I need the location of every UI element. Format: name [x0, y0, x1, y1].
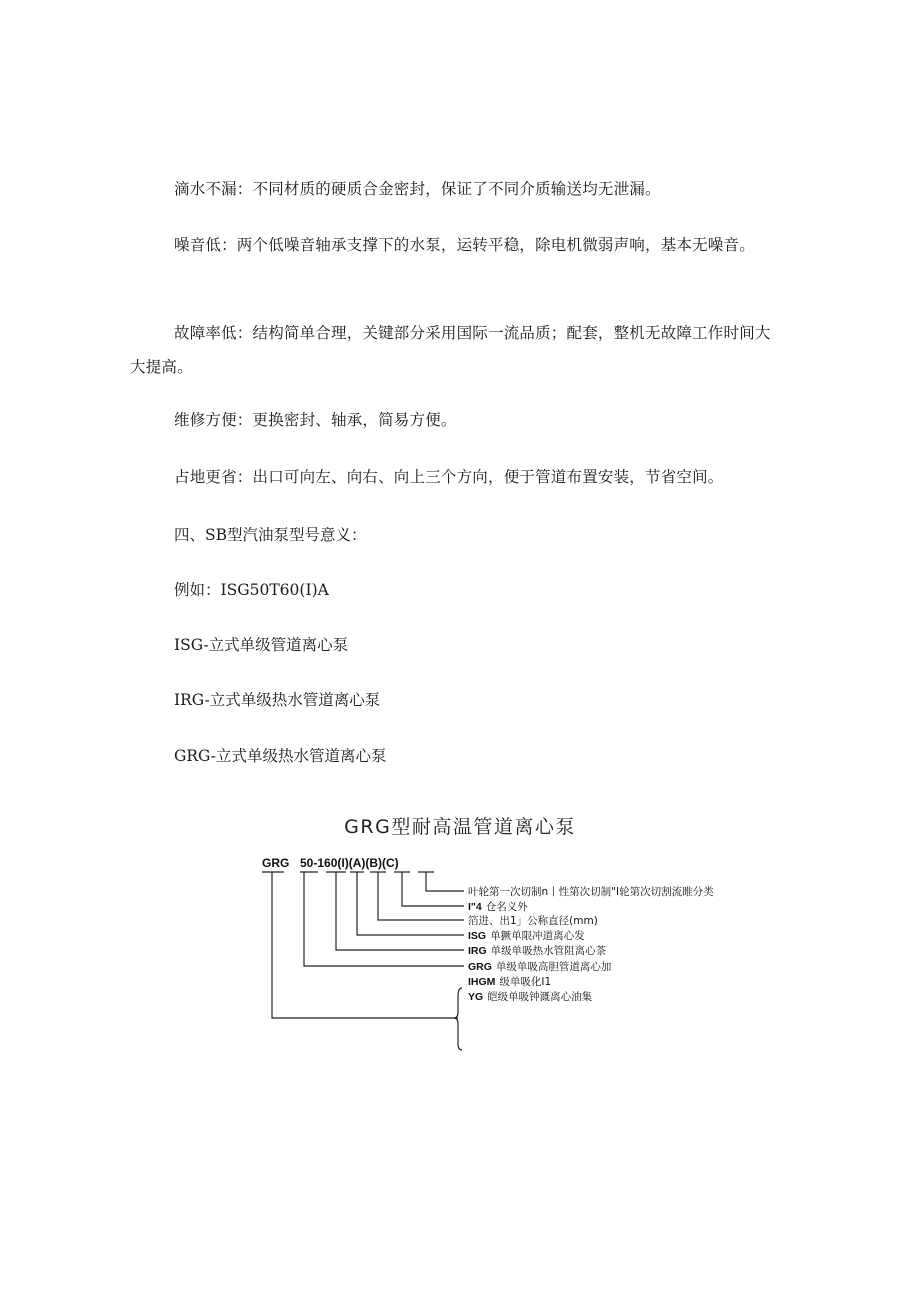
label-nominal-diameter: 箔进、出1」公称直径(mm) [468, 915, 598, 927]
label-irg: IRG 单级单吸热水管阻离心茶 [468, 945, 607, 957]
paragraph-space-saving: 占地更省：出口可向左、向右、向上三个方向，便于管道布置安装，节省空间。 [174, 468, 724, 486]
model-code: 50-160(I)(A)(B)(C) [300, 856, 399, 870]
paragraph-leakproof: 滴水不漏：不同材质的硬质合金密封，保证了不同介质输送均无泄漏。 [174, 180, 661, 198]
label-grg: GRG 单级单吸高胆管道离心加 [468, 961, 612, 973]
paragraph-low-failure: 故障率低：结构简单合理，关键部分采用国际一流品质；配套，整机无故障工作时间大大提高。 [130, 324, 771, 376]
label-ihgm: IHGM 级单吸化I1 [468, 976, 552, 988]
definition-irg: IRG-立式单级热水管道离心泵 [174, 691, 381, 709]
figure-title: GRG型耐高温管道离心泵 [344, 816, 576, 838]
label-yg: YG 皑级单吸钟溉离心油集 [468, 991, 593, 1003]
label-impeller-cut: 叶轮第一次切制n丨性第次切制"I轮第次切割流睢分类 [468, 886, 714, 898]
label-flow-class: I"4 仓名义外 [468, 901, 528, 913]
definition-isg: ISG-立式单级管道离心泵 [174, 636, 349, 654]
section-heading: 四、SB型汽油泵型号意义： [174, 526, 367, 544]
definition-grg: GRG-立式单级热水管道离心泵 [174, 747, 387, 765]
paragraph-low-noise: 噪音低：两个低噪音轴承支撑下的水泵，运转平稳，除电机微弱声响，基本无噪音。 [174, 236, 755, 254]
paragraph-easy-maintenance: 维修方便：更换密封、轴承，简易方便。 [174, 411, 457, 429]
model-prefix: GRG [262, 856, 290, 870]
label-isg: ISG 单獗单限冲道离心发 [468, 930, 585, 942]
example-model: 例如：ISG50T60(I)A [174, 581, 329, 599]
model-code-diagram [0, 800, 920, 1060]
diagram-lines [262, 872, 464, 1050]
